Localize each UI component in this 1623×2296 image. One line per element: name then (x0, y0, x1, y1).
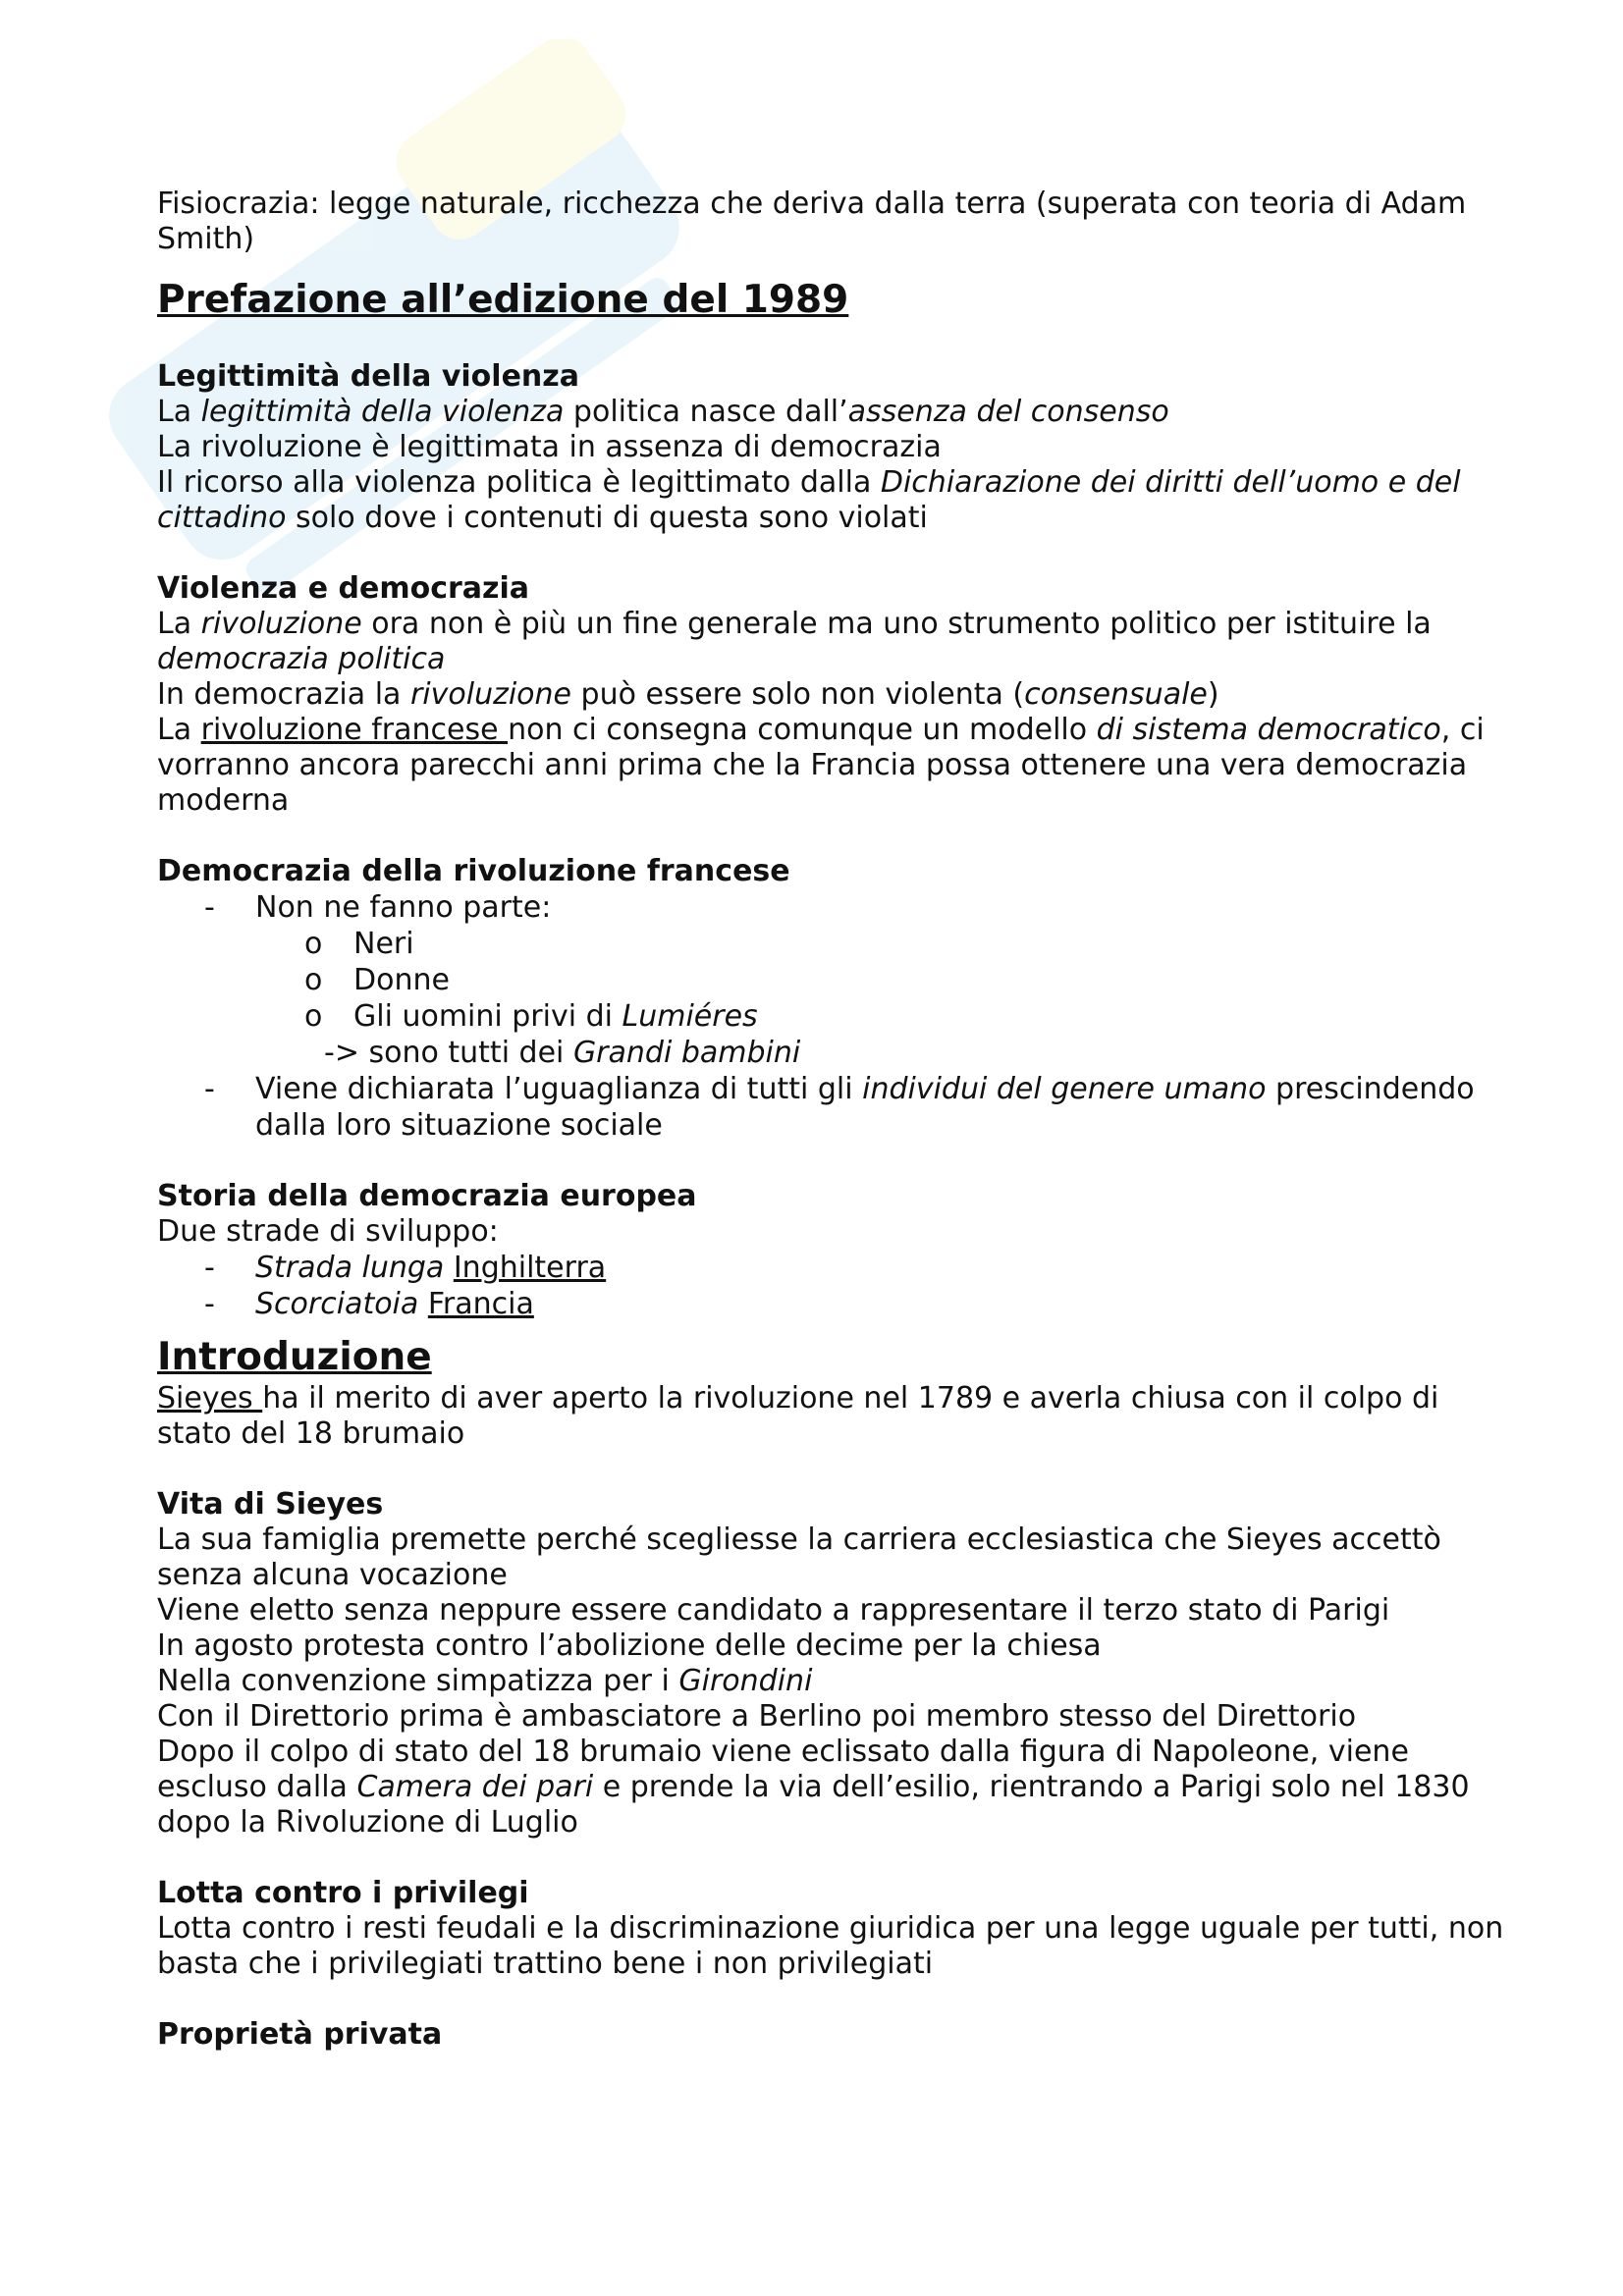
democrazia-rf-list (157, 889, 1512, 1035)
storia-list (157, 1250, 1512, 1322)
storia-line-1: Due strade di sviluppo: (157, 1214, 499, 1249)
legittimita-line-3: Il ricorso alla violenza politica è legittimato dalla Dichiarazione dei diritti dell’uomo e del cittadino solo dove i contenuti di questa sono violati (157, 465, 1461, 535)
lotta-heading: Lotta contro i privilegi (157, 1876, 529, 1910)
violenza-line-3: La rivoluzione francese non ci consegna comunque un modello di sistema democratico, ci vorranno ancora parecchi anni prima che la Francia possa ottenere una vera democrazia moderna (157, 713, 1485, 818)
democrazia-rf-heading: Democrazia della rivoluzione francese (157, 854, 790, 888)
proprieta-heading: Proprietà privata (157, 2017, 443, 2052)
vita-line-3: In agosto protesta contro l’abolizione delle decime per la chiesa (157, 1629, 1102, 1663)
democrazia-rf-list-2 (157, 1071, 1512, 1144)
vita-line-6: Dopo il colpo di stato del 18 brumaio viene eclissato dalla figura di Napoleone, viene escluso dalla Camera dei pari e prende la via dell’esilio, rientrando a Parigi solo nel 1830 dopo la Rivoluzione di Luglio (157, 1735, 1470, 1840)
sub-list-item: o Donne (255, 962, 1512, 998)
vita-line-5: Con il Direttorio prima è ambasciatore a Berlino poi membro stesso del Direttorio (157, 1699, 1357, 1734)
introduzione-title: Introduzione (157, 1335, 432, 1379)
sub-list (255, 926, 1512, 1035)
fisiocrazia-line: Fisiocrazia: legge naturale, ricchezza che deriva dalla terra (superata con teoria di Adam Smith) (157, 187, 1467, 256)
arrow-note: -> sono tutti dei Grandi bambini (324, 1036, 801, 1070)
vita-line-4: Nella convenzione simpatizza per i Girondini (157, 1664, 813, 1698)
sub-list-item: o Gli uomini privi di Lumiéres (255, 998, 1512, 1035)
vita-line-2: Viene eletto senza neppure essere candidato a rappresentare il terzo stato di Parigi (157, 1593, 1390, 1628)
list-item: - Strada lunga Inghilterra (157, 1250, 1512, 1286)
lotta-line-1: Lotta contro i resti feudali e la discriminazione giuridica per una legge uguale per tutti, non basta che i privilegiati trattino bene i non privilegiati (157, 1911, 1504, 1981)
introduzione-line-1: Sieyes ha il merito di aver aperto la rivoluzione nel 1789 e averla chiusa con il colpo di stato del 18 brumaio (157, 1381, 1439, 1451)
vita-line-1: La sua famiglia premette perché scegliesse la carriera ecclesiastica che Sieyes accettò senza alcuna vocazione (157, 1522, 1441, 1592)
violenza-line-1: La rivoluzione ora non è più un fine generale ma uno strumento politico per istituire la democrazia politica (157, 607, 1432, 676)
list-item: - Non ne fanno parte: o Neri o Donne o Gli uomini privi di Lumiéres (157, 889, 1512, 1035)
list-item: - Scorciatoia Francia (157, 1286, 1512, 1322)
vita-heading: Vita di Sieyes (157, 1487, 384, 1522)
list-item: - Viene dichiarata l’uguaglianza di tutti gli individui del genere umano prescindendo dalla loro situazione sociale (157, 1071, 1512, 1144)
legittimita-line-2: La rivoluzione è legittimata in assenza di democrazia (157, 430, 942, 464)
violenza-heading: Violenza e democrazia (157, 571, 530, 606)
storia-heading: Storia della democrazia europea (157, 1179, 697, 1213)
document-page (157, 187, 1512, 2053)
legittimita-heading: Legittimità della violenza (157, 359, 579, 394)
violenza-line-2: In democrazia la rivoluzione può essere solo non violenta (consensuale) (157, 677, 1219, 712)
legittimita-line-1: La legittimità della violenza politica nasce dall’assenza del consenso (157, 395, 1169, 429)
prefazione-title: Prefazione all’edizione del 1989 (157, 278, 849, 322)
sub-list-item: o Neri (255, 926, 1512, 962)
